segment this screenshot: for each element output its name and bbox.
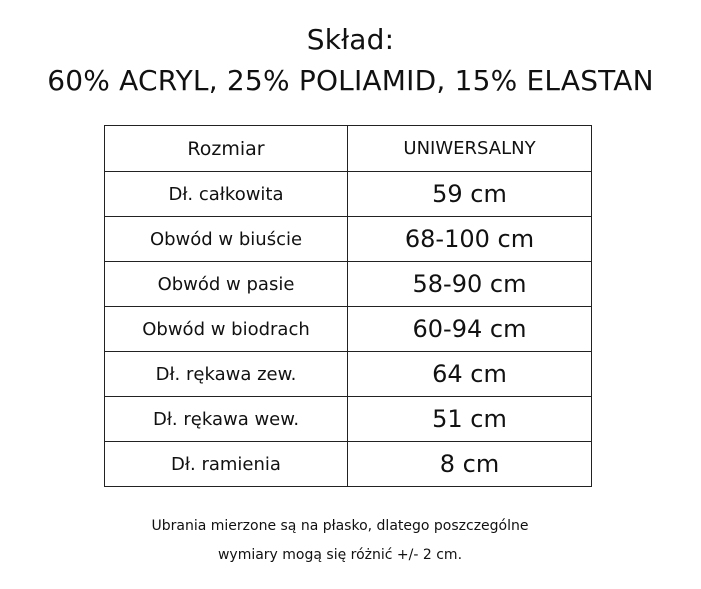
size-table-header-row [105, 126, 592, 172]
measurement-label: Dł. rękawa zew. [105, 352, 348, 397]
measurement-value: 64 cm [348, 352, 592, 397]
composition-materials: 60% ACRYL, 25% POLIAMID, 15% ELASTAN [47, 64, 654, 97]
measurement-value: 58-90 cm [348, 262, 592, 307]
measurement-value: 68-100 cm [348, 217, 592, 262]
table-row [105, 397, 592, 442]
measurement-label: Obwód w pasie [105, 262, 348, 307]
table-row [105, 217, 592, 262]
table-row [105, 352, 592, 397]
measurement-value: 60-94 cm [348, 307, 592, 352]
size-header-value: UNIWERSALNY [348, 126, 592, 172]
measurement-value: 8 cm [348, 442, 592, 487]
table-row [105, 172, 592, 217]
measurement-note-line-1: Ubrania mierzone są na płasko, dlatego poszczególne [151, 518, 529, 534]
measurement-value: 59 cm [348, 172, 592, 217]
size-table [104, 125, 592, 487]
table-row [105, 262, 592, 307]
measurement-value: 51 cm [348, 397, 592, 442]
composition-heading: Skład: [306, 23, 395, 56]
table-row [105, 307, 592, 352]
measurement-label: Obwód w biodrach [105, 307, 348, 352]
measurement-note-line-2: wymiary mogą się różnić +/- 2 cm. [217, 547, 463, 563]
measurement-label: Dł. ramienia [105, 442, 348, 487]
size-header-label: Rozmiar [105, 126, 348, 172]
measurement-label: Dł. całkowita [105, 172, 348, 217]
measurement-label: Dł. rękawa wew. [105, 397, 348, 442]
table-row [105, 442, 592, 487]
measurement-label: Obwód w biuście [105, 217, 348, 262]
